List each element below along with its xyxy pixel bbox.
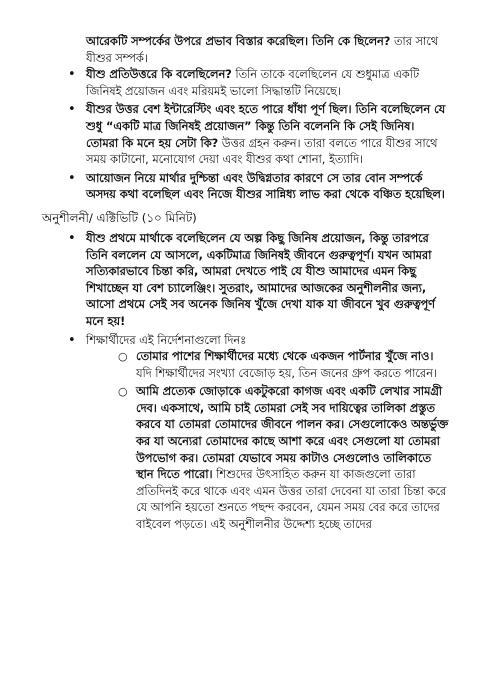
list-item: • আয়োজন নিয়ে মার্থার দুশ্চিন্তা এবং উদ্বিগ্নতার কারণে সে তার বোন সম্পর্কে অসদয় কথা বলেছিল এবং নিজে যীশুর সান্নিধ্য লাভ করা থেকে বঞ্চিত হয়েছিল। bbox=[68, 170, 445, 202]
sub-list-item: ○ আমি প্রত্যেক জোড়াকে একটুকরো কাগজ এবং একটি লেখার সামগ্রী দেব। একসাথে, আমি চাই তোমরা সেই সব দায়িত্বের তালিকা প্রস্তুত করবে যা তোমরা তোমাদের জীবনে পালন কর। সেগুলোকেও অন্তর্ভুক্ত কর যা অন্যেরা তোমাদের কাছে আশা করে এবং সেগুলো যা তোমরা উপভোগ কর। তোমরা যেভাবে সময় কাটাও সেগুলোও তালিকাতে স্থান দিতে পারো। শিশুদের উৎসাহিত করুন যা কাজগুলো তারা প্রতিদিনই করে থাকে এবং এমন উত্তর তারা দেবেনা যা তারা চিন্তা করে যে আপনি হয়তো শুনতে পছন্দ করবেন, যেমন সময় বের করে তাদের বাইবেল পড়তে। এই অনুশীলনীর উদ্দেশ্য হচ্ছে তাদের bbox=[118, 385, 449, 532]
bullet-dot-icon: • bbox=[68, 102, 76, 118]
lead-paragraph bbox=[56, 34, 449, 67]
list-item: • যীশুর উত্তর বেশ ইন্টারেস্টিং এবং হতে পারে ধাঁধা পূর্ণ ছিল। তিনি বলেছিলেন যে শুধু “একটি মাত্র জিনিষই প্রয়োজন” কিন্তু তিনি বলেননি কি সেই জিনিষ। তোমরা কি মনে হয় সেটা কি? উত্তর গ্রহন করুন। তারা বলতে পারে যীশুর সাথে সময় কাটানো, মনোযোগ দেয়া এবং যীশুর কথা শোনা, ইত্যাদি। bbox=[68, 102, 446, 167]
instruction-sublist bbox=[86, 349, 449, 534]
bullet-dot-icon: • bbox=[68, 230, 76, 246]
lead-bold: আরেকটি সম্পর্কের উপরে প্রভাব বিস্তার করেছিল। তিনি কে ছিলেন? bbox=[86, 35, 391, 48]
lead-normal: তার সাথে যীশুর সম্পর্ক। bbox=[86, 35, 439, 65]
list-item: • শিক্ষার্থীদের এই নির্দেশনাগুলো দিনঃ ○ তোমার পাশের শিক্ষার্থীদের মধ্যে থেকে একজন পার্টনার খুঁজে নাও। যদি শিক্ষার্থীদের সংখ্যা বেজোড় হয়, তিন জনের গ্রুপ করতে পারেন। ○ আমি প্রত্যেক জোড়াকে একটুকরো কাগজ এবং একটি লেখার সামগ্রী দেব। একসাথে, আমি চাই তোমরা সেই সব দায়িত্বের তালিকা প্রস্তুত করবে যা তোমরা তোমাদের জীবনে পালন কর। সেগুলোকেও অন্তর্ভুক্ত কর যা অন্যেরা তোমাদের কাছে আশা করে এবং সেগুলো যা তোমরা উপভোগ কর। তোমরা যেভাবে সময় কাটাও সেগুলোও তালিকাতে স্থান দিতে পারো। শিশুদের উৎসাহিত করুন যা কাজগুলো তারা প্রতিদিনই করে থাকে এবং এমন উত্তর তারা দেবেনা যা তারা চিন্তা করে যে আপনি হয়তো শুনতে পছন্দ করবেন, যেমন সময় বের করে তাদের বাইবেল পড়তে। এই অনুশীলনীর উদ্দেশ্য হচ্ছে তাদের bbox=[56, 333, 449, 534]
bullet-dot-icon: • bbox=[68, 332, 76, 348]
bullet-dot-icon: • bbox=[68, 67, 76, 83]
list-item: • যীশু প্রথমে মার্থাকে বলেছিলেন যে অল্প কিছু জিনিষ প্রয়োজন, কিন্তু তারপরে তিনি বললেন যে আসলে, একটিমাত্র জিনিষই জীবনে গুরুত্বপূর্ণ। যখন আমরা সত্যিকারভাবে চিন্তা করি, আমরা দেখতে পাই যে যীশু আমাদের এমন কিছু শিখাচ্ছেন যা বেশ চ্যালেঞ্জিং। সুতরাং, আমাদের আজকের অনুশীলনীর জন্য, আসো প্রথমে সেই সব অনেক জিনিষ খুঁজে দেখা যাক যা জীবনে খুব গুরুত্বপূর্ণ মনে হয়! bbox=[68, 230, 435, 328]
circle-bullet-icon: ○ bbox=[118, 350, 128, 364]
question-list bbox=[56, 67, 449, 204]
activity-list bbox=[56, 231, 449, 534]
bullet-dot-icon: • bbox=[68, 170, 76, 186]
circle-bullet-icon: ○ bbox=[118, 385, 128, 399]
list-item: • যীশু প্রতিউত্তরে কি বলেছিলেন? তিনি তাকে বলেছিলেন যে শুধুমাত্র একটি জিনিষই প্রয়োজন এবং মরিয়মই ভালো সিদ্ধান্তটি নিয়েছে। bbox=[68, 67, 420, 98]
section-heading: অনুশীলনী/ এক্টিভিটি (১০ মিনিট) bbox=[42, 210, 197, 225]
sub-list-item: ○ তোমার পাশের শিক্ষার্থীদের মধ্যে থেকে একজন পার্টনার খুঁজে নাও। যদি শিক্ষার্থীদের সংখ্যা বেজোড় হয়, তিন জনের গ্রুপ করতে পারেন। bbox=[118, 350, 437, 380]
